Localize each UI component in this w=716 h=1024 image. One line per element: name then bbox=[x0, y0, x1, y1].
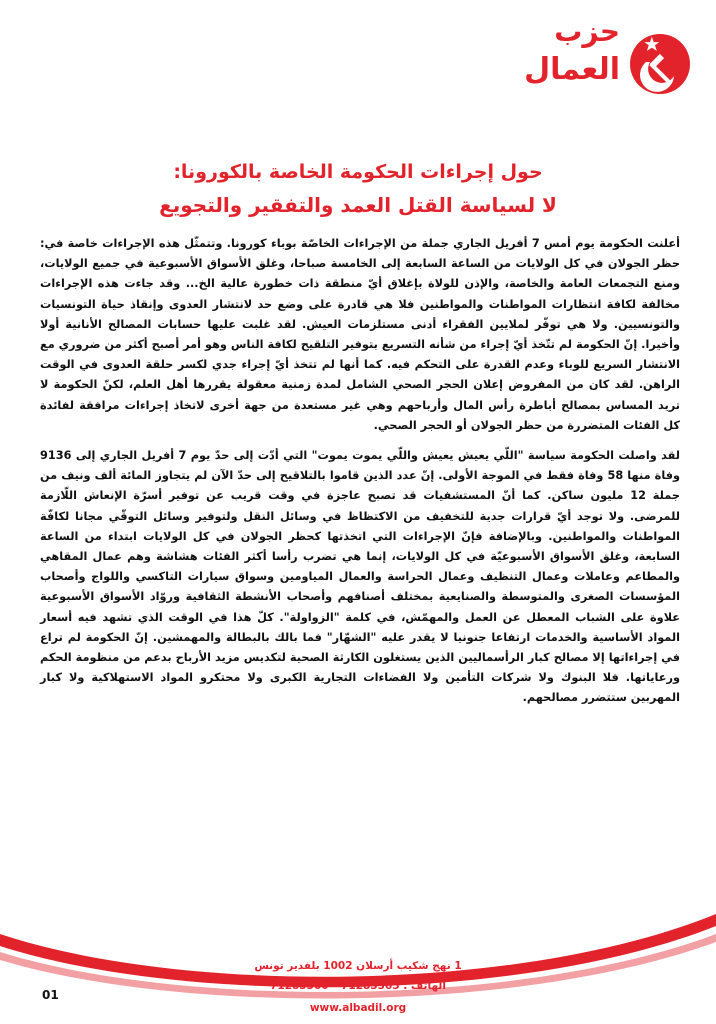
logo-line-2: العمال bbox=[524, 52, 620, 87]
logo-wordmark bbox=[524, 14, 620, 90]
title-line-2: لا لسياسة القتل العمد والتفقير والتجويع bbox=[159, 193, 557, 217]
logo-line-1: حزب bbox=[554, 15, 620, 48]
footer-website-link[interactable]: www.albadil.org bbox=[309, 1002, 407, 1014]
star-hammer-sickle-icon bbox=[628, 32, 692, 96]
footer-address: 1 نهج شكيب أرسلان 1002 بلفدير تونس bbox=[254, 960, 462, 972]
party-logo bbox=[524, 14, 692, 114]
title-line-1: حول إجراءات الحكومة الخاصة بالكورونا: bbox=[173, 161, 543, 183]
footer-phone: الهاتف : 71283365 – 71283360 bbox=[270, 980, 446, 992]
body-paragraph-2: لقد واصلت الحكومة سياسة "اللّي يعيش يعيش واللّي يموت يموت" التي أدّت إلى حدّ يوم 7 أفريل الجاري إلى 9136 وفاة منها 58 وفاة فقط في الموجة الأولى. إنّ عدد الذين قاموا بالتلاقيح إلى حدّ الآن لم يتجاوز المائة ألف ونيف من جملة 12 مليون ساكن. كما أنّ المستشفيات قد تصبح عاجزة في وقت قريب عن توفير أسرّة الإنعاش اللّازمة للمرضى. ولا توجد أيّ قرارات جدية للتخفيف من الاكتظاظ في وسائل النقل ولتوفير وسائل التوقّي مجانا لكافّة المواطنات والمواطنين. وبالإضافة فإنّ الإجراءات التي اتخذتها كحظر الجولان في كل الولايات ابتداء من الساعة السابعة، وغلق الأسواق الأسبوعيّة في كل الولايات، إنما هي تضرب رأسا أكثر الفئات هشاشة وهم عمال المقاهي والمطاعم وعاملات وعمال التنظيف وعمال الحراسة والعمال المياومين وسواق سيارات التاكسي واللواج وأصحاب المؤسسات الصغرى والمتوسطة والصنايعية بمختلف أصنافهم وأصحاب الأنشطة الثقافية وروّاد الأسواق الأسبوعية علاوة على الشباب المعطل عن العمل والمهمّش، في كلمة "الزواولة". كلّ هذا في الوقت الذي تشهد فيه أسعار المواد الأساسية والخدمات ارتفاعا جنونيا لا يقدر عليه "الشهّار" فما بالك بالبطالة والمهمشين. إنّ الحكومة لم تراع في إجراءاتها إلا مصالح كبار الرأسماليين الذين يستغلون الكارثة الصحية لتكديس مزيد الأرباح بدعم من منظومة الحكم ورعاياتها. فلا البنوك ولا شركات التأمين ولا الفضاءات التجارية الكبرى ولا محتكرو المواد الاستهلاكية ولا كبار المهربين ستتضرر مصالحهم. bbox=[40, 449, 680, 705]
page-number: 01 bbox=[42, 988, 59, 1002]
body-paragraph-1: أعلنت الحكومة يوم أمس 7 أفريل الجاري جملة من الإجراءات الخاصّة بوباء كورونا. وتتمثّل هذه الإجراءات خاصة في: حظر الجولان في كل الولايات من الساعة السابعة إلى الخامسة صباحا، وغلق الأسواق الأسبوعية في جميع الولايات، ومنع التجمعات العامة والخاصة، والإذن للولاة بإغلاق أيّ منطقة ذات خطورة عالية الخ... وقد جاءت هذه الإجراءات مخالفة لكافة انتظارات المواطنات والمواطنين فلا هي قادرة على وضع حد لانتشار العدوى وإنقاذ حياة التونسيات والتونسيين. ولا هي توفّر لملايين الفقراء أدنى مستلزمات العيش. لقد غلبت عليها حسابات المصالح الأنانية أولا وأخيرا. إنّ الحكومة لم تتّخذ أيّ إجراء من شأنه التسريع بتوفير التلقيح لكافة الناس وهو أمر أصبح أكثر من ضروري مع الانتشار السريع للوباء وعدم القدرة على التحكم فيه. كما أنها لم تتخذ أيّ إجراء جدي لكسر حلقة العدوى في الوقت الراهن. لقد كان من المفروض إعلان الحجر الصحي الشامل لمدة زمنية معقولة يقررها أهل العلم، لكنّ الحكومة لا تريد المساس بمصالح أباطرة رأس المال وأرباحهم وهي غير مستعدة من جهة أخرى لاتخاذ إجراءات مرافقة لفائدة كل الفئات المتضررة من حظر الجولان أو الحجر الصحي. bbox=[40, 237, 680, 432]
footer-contact bbox=[0, 956, 716, 1018]
article-body bbox=[40, 234, 680, 709]
article-title bbox=[40, 158, 676, 220]
